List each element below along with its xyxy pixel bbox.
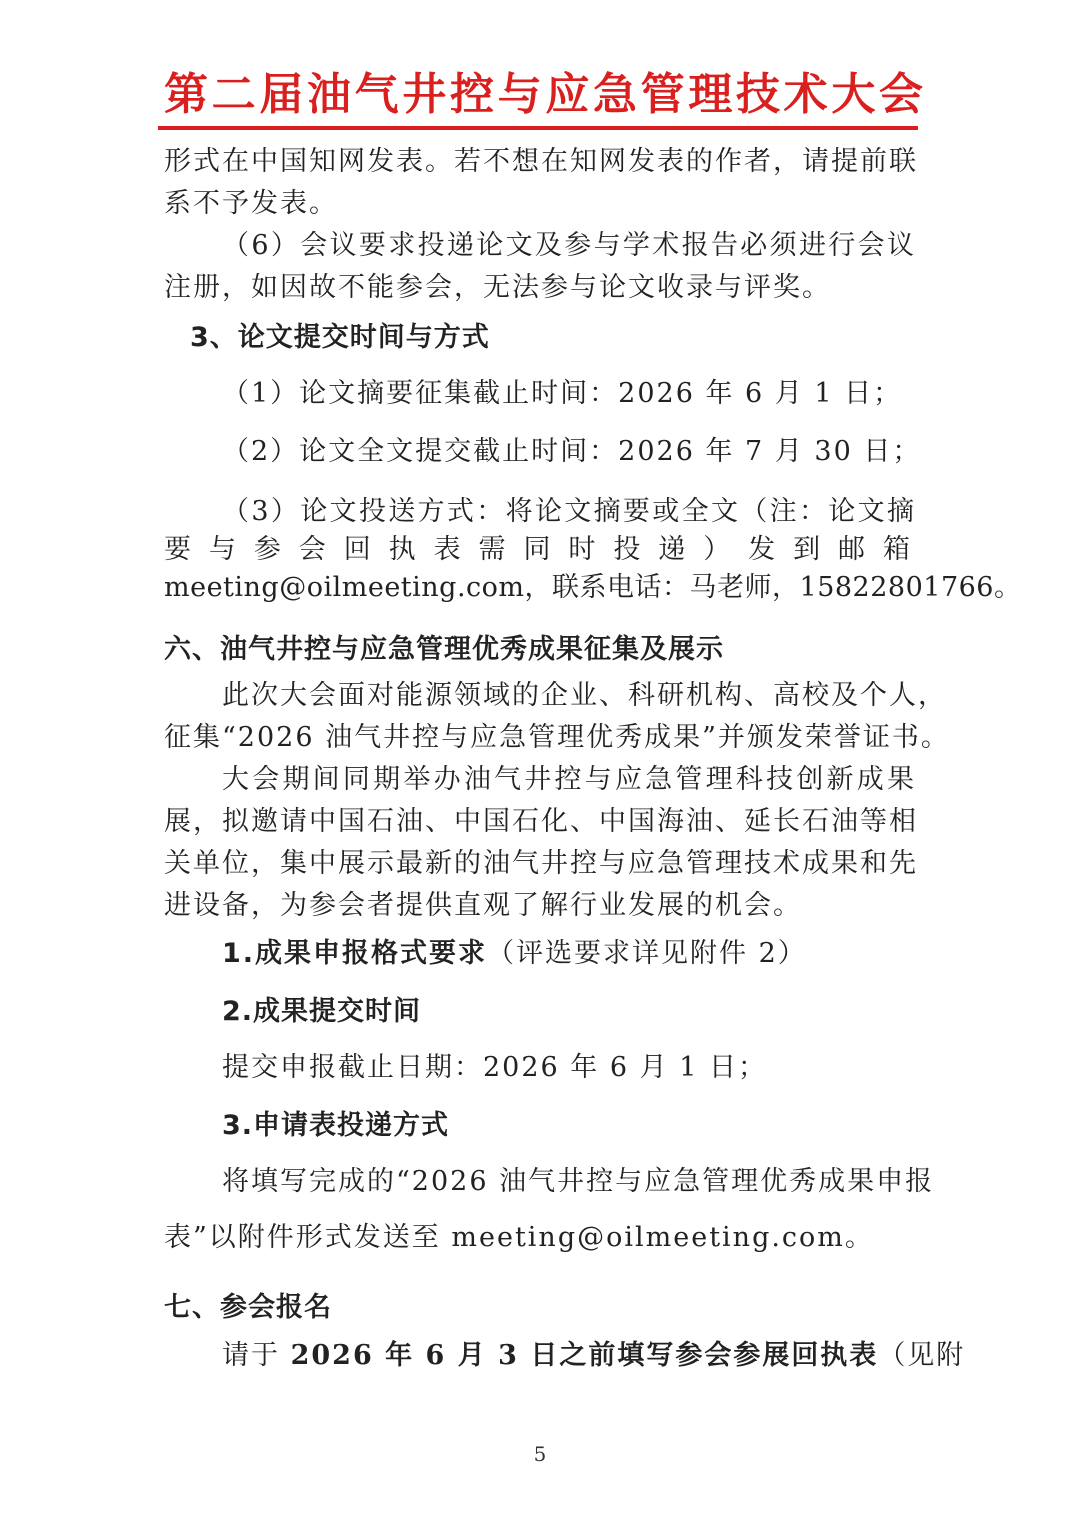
subsection-line: [222, 934, 916, 974]
paragraph-line: 此次大会面对能源领域的企业、科研机构、高校及个人，: [222, 680, 947, 711]
header-divider: [158, 126, 918, 130]
paragraph-line: 系不予发表。: [164, 188, 338, 219]
paragraph-line: 注册，如因故不能参会，无法参与论文收录与评奖。: [164, 272, 831, 303]
section-heading: 六、油气井控与应急管理优秀成果征集及展示: [164, 634, 724, 665]
paragraph-line: 提交申报截止日期：2026 年 6 月 1 日；: [222, 1052, 767, 1083]
subsection-note: （评选要求详见附件 2）: [487, 938, 807, 969]
contact-line: meeting@oilmeeting.com，联系电话：马老师，15822801766。: [164, 572, 1022, 603]
subsection-heading: 1.成果申报格式要求: [222, 938, 488, 969]
paragraph-line: 关单位，集中展示最新的油气井控与应急管理技术成果和先: [164, 848, 918, 879]
subsection-heading: 3.申请表投递方式: [222, 1110, 450, 1141]
paragraph-line: 表”以附件形式发送至 meeting@oilmeeting.com。: [164, 1222, 874, 1253]
paragraph-line: [222, 1336, 966, 1376]
section-heading: 3、论文提交时间与方式: [190, 322, 490, 353]
registration-deadline: 2026 年 6 月 3 日之前填写参会参展回执表: [290, 1340, 879, 1371]
subsection-heading: 2.成果提交时间: [222, 996, 422, 1027]
text-segment: （见附: [878, 1340, 966, 1371]
text-segment: 请于: [222, 1340, 291, 1371]
paragraph-line: 将填写完成的“2026 油气井控与应急管理优秀成果申报: [222, 1166, 935, 1197]
paragraph-line: 要与参会回执表需同时投递）发到邮箱: [164, 534, 916, 565]
section-heading: 七、参会报名: [164, 1292, 332, 1323]
paragraph-line: 展，拟邀请中国石油、中国石化、中国海油、延长石油等相: [164, 806, 918, 837]
paragraph-line: 征集“2026 油气井控与应急管理优秀成果”并颁发荣誉证书。: [164, 722, 950, 753]
paragraph-line: （2）论文全文提交截止时间：2026 年 7 月 30 日；: [222, 436, 922, 467]
paragraph-line: （6）会议要求投递论文及参与学术报告必须进行会议: [222, 230, 916, 261]
page-number: 5: [533, 1442, 547, 1466]
paragraph-line: （3）论文投送方式：将论文摘要或全文（注：论文摘: [222, 496, 916, 527]
paragraph-line: 大会期间同期举办油气井控与应急管理科技创新成果: [222, 764, 916, 795]
paragraph-line: （1）论文摘要征集截止时间：2026 年 6 月 1 日；: [222, 378, 903, 409]
document-header-title: 第二届油气井控与应急管理技术大会: [164, 69, 924, 120]
paragraph-line: 形式在中国知网发表。若不想在知网发表的作者，请提前联: [164, 146, 918, 177]
paragraph-line: 进设备，为参会者提供直观了解行业发展的机会。: [164, 890, 802, 921]
